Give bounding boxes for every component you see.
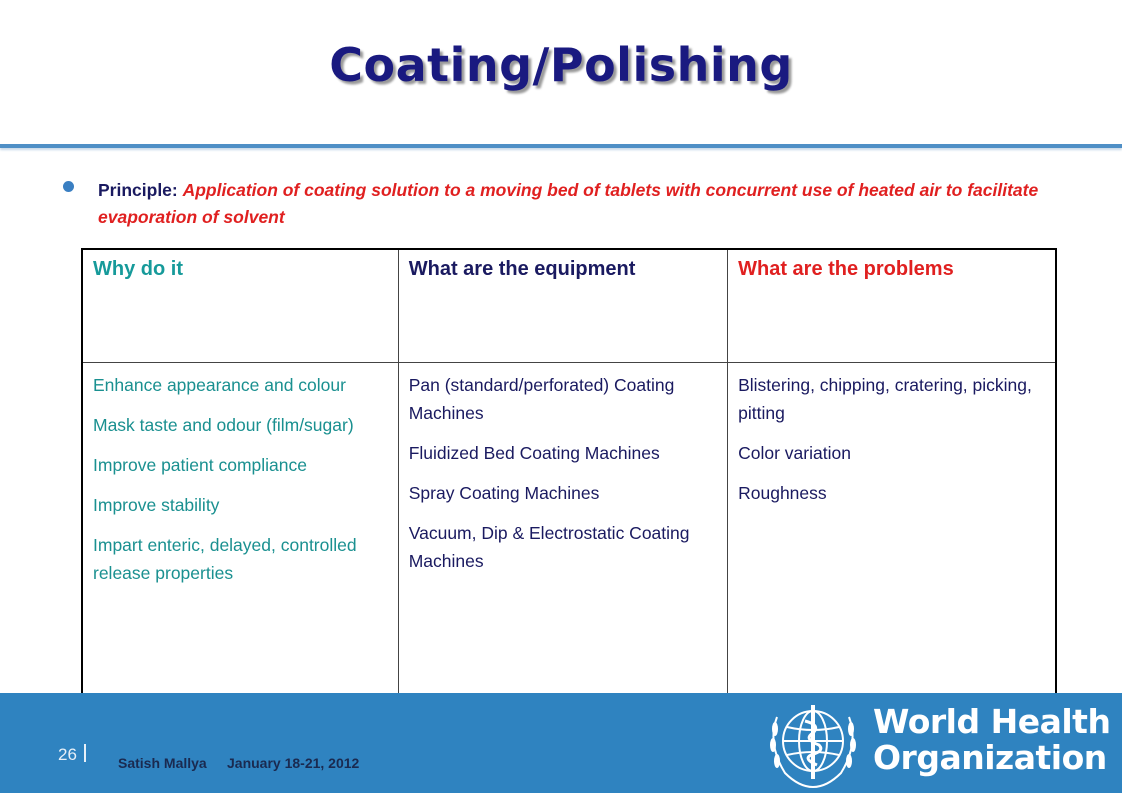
presenter-name: Satish Mallya [118, 755, 207, 771]
list-item: Fluidized Bed Coating Machines [408, 443, 660, 463]
principle-text: Application of coating solution to a moving bed of tablets with concurrent use of heated air to facilitate evaporation of solvent [98, 180, 1039, 227]
list-item: Impart enteric, delayed, controlled release properties [93, 535, 357, 583]
organization-name [873, 704, 1110, 776]
who-emblem-icon [763, 699, 863, 789]
list-item: Roughness [738, 483, 827, 503]
presentation-date: January 18-21, 2012 [227, 755, 360, 771]
header-equipment: What are the equipment [398, 249, 727, 363]
why-cell [82, 363, 398, 699]
org-line-1: World Health [873, 702, 1111, 741]
list-item: Enhance appearance and colour [93, 375, 346, 395]
coating-table [81, 248, 1057, 699]
list-item: Blistering, chipping, cratering, picking, pitting [738, 375, 1032, 423]
table-row [82, 363, 1056, 699]
table-header-row [82, 249, 1056, 363]
list-item: Spray Coating Machines [408, 483, 600, 503]
slide-title: Coating/Polishing [329, 38, 793, 92]
header-why: Why do it [82, 249, 398, 363]
list-item: Improve stability [93, 495, 220, 515]
header-problems: What are the problems [728, 249, 1056, 363]
principle-label: Principle: [98, 180, 183, 200]
title-divider [0, 144, 1122, 148]
bullet-icon [63, 181, 74, 192]
org-line-2: Organization [873, 738, 1107, 777]
problems-cell [728, 363, 1056, 699]
list-item: Pan (standard/perforated) Coating Machines [408, 375, 675, 423]
page-divider [84, 744, 86, 762]
list-item: Improve patient compliance [93, 455, 307, 475]
principle-paragraph [98, 177, 1078, 231]
list-item: Color variation [738, 443, 851, 463]
list-item: Mask taste and odour (film/sugar) [93, 415, 354, 435]
page-number: 26 [58, 745, 77, 764]
equipment-cell [398, 363, 727, 699]
list-item: Vacuum, Dip & Electrostatic Coating Machines [408, 523, 690, 571]
